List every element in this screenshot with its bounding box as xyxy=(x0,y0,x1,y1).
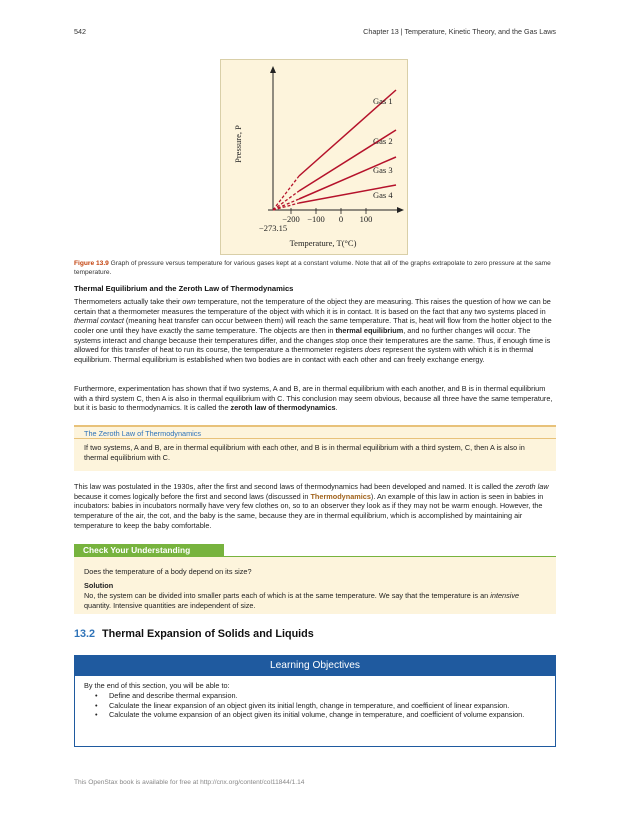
paragraph-zeroth-law xyxy=(74,384,558,413)
term-thermal-equilibrium: thermal equilibrium xyxy=(335,325,404,335)
section-number: 13.2 xyxy=(74,628,96,640)
emphasis-does: does xyxy=(364,345,381,355)
x-tick-label: −200 xyxy=(282,214,300,224)
figure-caption xyxy=(74,260,559,277)
learning-objectives-title: Learning Objectives xyxy=(75,656,555,676)
figure-caption-text: Graph of pressure versus temperature for various gases kept at a constant volume. Note that all of the graphs extrapolate to zero pressure at the same temperature. xyxy=(74,260,551,276)
term-zeroth-law: zeroth law xyxy=(515,482,549,491)
paragraph-thermal-equilibrium xyxy=(74,297,558,365)
text: quantity. Intensive quantities are independent of size. xyxy=(84,600,256,610)
text: temperature, not the temperature of the object they are measuring. This raises the question of how we can be certain that a thermometer measures the temperature of the object with which it is in contact. It is based on the fact that any two systems placed in xyxy=(74,297,551,316)
check-understanding-tab: Check Your Understanding xyxy=(74,544,224,557)
page-footer: This OpenStax book is available for free at http://cnx.org/content/col11844/1.14 xyxy=(74,779,305,786)
solution-label: Solution xyxy=(84,581,114,590)
paragraph-zeroth-law-history xyxy=(74,482,558,530)
figure-pressure-temperature xyxy=(220,59,408,255)
x-tick-label: −100 xyxy=(307,214,325,224)
zero-point-label: −273.15 xyxy=(258,223,288,233)
emphasis-own: own xyxy=(182,297,196,306)
x-axis-label: Temperature, T(°C) xyxy=(289,238,357,248)
gas1-label: Gas 1 xyxy=(373,96,393,106)
y-axis-label: Pressure, P xyxy=(233,125,243,163)
x-tick-label: 100 xyxy=(359,214,373,224)
list-item: • Calculate the linear expansion of an object given its initial length, change in temperature, and coefficient of linear expansion. xyxy=(95,701,545,711)
term-zeroth-law: zeroth law of thermodynamics xyxy=(230,403,336,413)
thermodynamics-link[interactable]: Thermodynamics xyxy=(310,491,371,501)
text: Thermometers actually take their xyxy=(74,297,183,306)
callout-divider xyxy=(74,438,556,439)
text: . xyxy=(335,403,338,413)
page-number: 542 xyxy=(74,27,86,36)
check-question: Does the temperature of a body depend on its size? xyxy=(84,567,252,576)
solution-answer xyxy=(84,591,546,610)
text: This law was postulated in the 1930s, after the first and second laws of thermodynamics had been developed and named. It is called the xyxy=(74,482,516,491)
section-subheading: Thermal Equilibrium and the Zeroth Law of Thermodynamics xyxy=(74,284,294,293)
list-item: • Define and describe thermal expansion. xyxy=(95,691,545,701)
term-intensive: intensive xyxy=(490,591,520,600)
gas1-extrapolation xyxy=(273,176,299,210)
x-tick-label: 0 xyxy=(338,214,344,224)
pressure-temperature-graph xyxy=(221,60,409,256)
section-title: Thermal Expansion of Solids and Liquids xyxy=(102,628,314,640)
learning-objectives-list xyxy=(95,691,545,720)
term-thermal-contact: thermal contact xyxy=(74,316,124,326)
list-item: • Calculate the volume expansion of an object given its initial volume, change in temperature, and coefficient of volume expansion. xyxy=(95,710,545,720)
x-axis-arrow xyxy=(397,207,404,213)
text: ). An example of this law in action is seen in babies in incubators: babies in incubators normally have very few clothes on, so to an observer they look as if they may not be warm enough. However, the temperature of the air, the cot, and the baby is the same, because they are in thermal equilibrium, which is accomplished by maintaining air temperature to keep the baby comfortable. xyxy=(74,491,544,530)
y-axis-arrow xyxy=(270,66,276,73)
text: , and no further changes will occur. The systems interact and change because their temperatures differ, and the changes stop once their temperatures are the same. Thus, if enough time is allowed for this transfer of heat to run its course, the temperature a thermometer registers xyxy=(74,325,551,355)
text: represent the system with which it is in thermal equilibrium. Thermal equilibrium is established when two bodies are in contact with each other and can freely exchange energy. xyxy=(74,345,534,364)
text: Furthermore, experimentation has shown that if two systems, A and B, are in thermal equilibrium with each another, and B is in thermal equilibrium with a third system C, then A is also in thermal equilibrium with C. This conclusion may seem obvious, because all three have the same temperature, but it is basic to thermodynamics. It is called the xyxy=(74,384,553,413)
chapter-header: Chapter 13 | Temperature, Kinetic Theory, and the Gas Laws xyxy=(363,27,556,36)
text: No, the system can be divided into smaller parts each of which is at the same temperature. We say that the temperature is an xyxy=(84,591,491,600)
figure-caption-label: Figure 13.9 xyxy=(74,260,109,267)
gas4-label: Gas 4 xyxy=(373,190,393,200)
callout-body: If two systems, A and B, are in thermal equilibrium with each other, and B is in thermal equilibrium with a third system, C, then A is also in thermal equilibrium with C. xyxy=(84,443,525,462)
learning-objectives-intro: By the end of this section, you will be able to: xyxy=(84,681,230,690)
gas2-label: Gas 2 xyxy=(373,136,393,146)
text: (meaning heat transfer can occur between them) will reach the same temperature. That is, heat will flow from the hotter object to the cooler one until they have exactly the same temperature. The objects are then in xyxy=(74,316,552,335)
text: because it comes logically before the first and second laws (discussed in xyxy=(74,491,311,501)
callout-title: The Zeroth Law of Thermodynamics xyxy=(84,429,202,438)
gas3-label: Gas 3 xyxy=(373,165,393,175)
